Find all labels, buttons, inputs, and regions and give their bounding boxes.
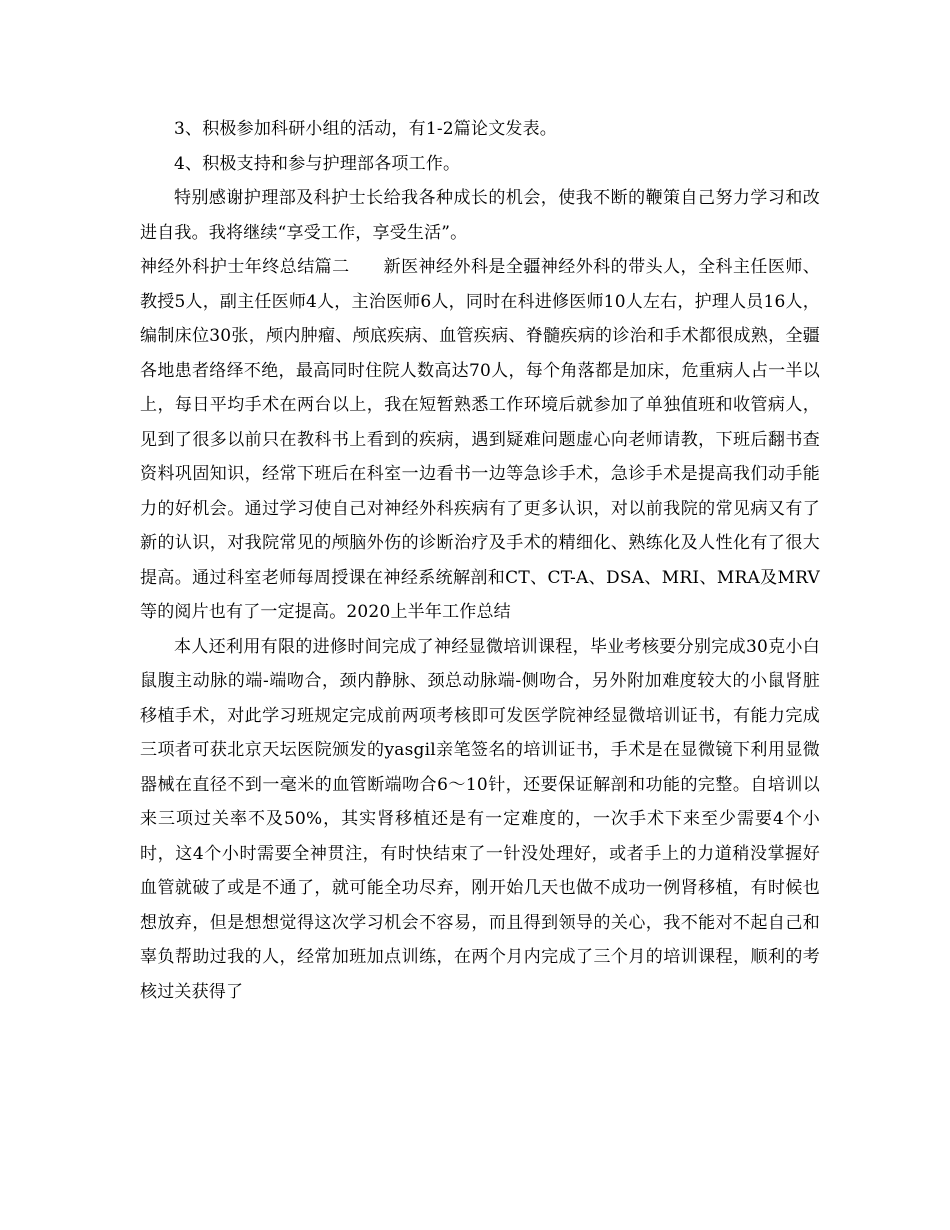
paragraph-neurosurgery-summary [140, 250, 820, 630]
paragraph-support-nursing: 4、积极支持和参与护理部各项工作。 [174, 153, 461, 174]
paragraph-neurosurgery-text: 新医神经外科是全疆神经外科的带头人，全科主任医师、教授5人，副主任医师4人，主治医师6人，同时在科进修医师10人左右，护理人员16人，编制床位30张，颅内肿瘤、颅底疾病、血管疾病、脊髓疾病的诊治和手术都很成熟，全疆各地患者络绎不绝，最高同时住院人数高达70人，每个角落都是加床，危重病人占一半以上，每日平均手术在两台以上，我在短暂熟悉工作环境后就参加了单独值班和收管病人，见到了很多以前只在教科书上看到的疾病，遇到疑难问题虚心向老师请教，下班后翻书查资料巩固知识，经常下班后在科室一边看书一边等急诊手术，急诊手术是提高我们动手能力的好机会。通过学习使自己对神经外科疾病有了更多认识，对以前我院的常见病又有了新的认识，对我院常见的颅脑外伤的诊断治疗及手术的精细化、熟练化及人性化有了很大提高。通过科室老师每周授课在神经系统解剖和CT、CT-A、DSA、MRI、MRA及MRV等的阅片也有了一定提高。2020上半年工作总结 [140, 257, 821, 622]
paragraph-research: 3、积极参加科研小组的活动，有1-2篇论文发表。 [174, 119, 557, 139]
section-heading: 神经外科护士年终总结篇二 [140, 257, 350, 277]
paragraph-microsurgery-training: 本人还利用有限的进修时间完成了神经显微培训课程，毕业考核要分别完成30克小白鼠腹主动脉的端-端吻合，颈内静脉、颈总动脉端-侧吻合，另外附加难度较大的小鼠肾脏移植手术，对此学习班规定完成前两项考核即可发医学院神经显微培训证书，有能力完成三项者可获北京天坛医院颁发的yasgil亲笔签名的培训证书，手术是在显微镜下利用显微器械在直径不到一毫米的血管断端吻合6～10针，还要保证解剖和功能的完整。自培训以来三项过关率不及50%，其实肾移植还是有一定难度的，一次手术下来至少需要4个小时，这4个小时需要全神贯注，有时快结束了一针没处理好，或者手上的力道稍没掌握好血管就破了或是不通了，就可能全功尽弃，刚开始几天也做不成功一例肾移植，有时候也想放弃，但是想想觉得这次学习机会不容易，而且得到领导的关心，我不能对不起自己和辜负帮助过我的人，经常加班加点训练，在两个月内完成了三个月的培训课程，顺利的考核过关获得了 [140, 636, 820, 1002]
paragraph-thanks: 特别感谢护理部及科护士长给我各种成长的机会，使我不断的鞭策自己努力学习和改进自我。我将继续“享受工作，享受生活”。 [140, 188, 820, 243]
document-body [140, 112, 820, 1009]
